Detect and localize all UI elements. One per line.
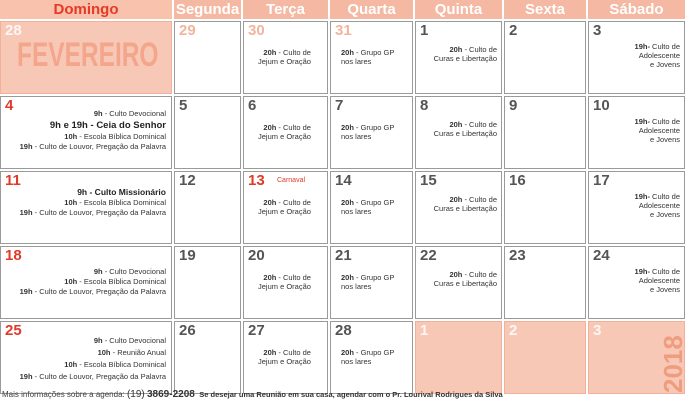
day-cell-2 — [504, 21, 586, 94]
day-cell-13 — [243, 171, 328, 244]
sunday-events: 9h - Culto Devocional 10h - Escola Bíblica Dominical 19h - Culto de Louvor, Pregação da Palavra — [19, 267, 166, 296]
day-cell-26 — [174, 321, 241, 394]
day-number: 29 — [179, 22, 196, 39]
footer-extra: Se desejar uma Reunião em sua casa, agendar com o Pr. Lourival Rodrigues da Silva — [199, 390, 503, 399]
day-number: 8 — [420, 97, 429, 114]
day-number: 28 — [335, 322, 352, 339]
weekday-header-tuesday: Terça — [243, 0, 328, 19]
footer-info — [2, 388, 673, 402]
day-number: 1 — [420, 22, 429, 39]
day-number: 23 — [509, 247, 526, 264]
day-cell-24 — [588, 246, 685, 319]
sunday-events: 9h - Culto Devocional 10h - Reunião Anual 10h - Escola Bíblica Dominical 19h - Culto de Louvor, Pregação da Palavra — [19, 336, 166, 381]
day-cell-23 — [504, 246, 586, 319]
day-cell-4 — [0, 96, 172, 169]
day-number: 9 — [509, 97, 518, 114]
day-number: 27 — [248, 322, 265, 339]
day-number: 4 — [5, 97, 14, 114]
day-number: 10 — [593, 97, 610, 114]
day-cell-21 — [330, 246, 413, 319]
day-cell-mar-3 — [588, 321, 688, 394]
day-cell-7 — [330, 96, 413, 169]
event-tuesday: 20h - Culto de Jejum e Oração — [258, 348, 311, 366]
weekday-header-monday: Segunda — [175, 1, 240, 18]
day-cell-jan-30 — [243, 21, 328, 94]
event-thursday: 20h - Culto de Curas e Libertação — [433, 120, 497, 138]
event-wednesday: 20h - Grupo GP nos lares — [341, 123, 395, 141]
day-number: 31 — [335, 22, 352, 39]
day-cell-8 — [415, 96, 502, 169]
day-number: 22 — [420, 247, 437, 264]
day-cell-25 — [0, 321, 172, 394]
holiday-label: Carnaval — [277, 177, 306, 184]
day-number: 17 — [593, 172, 610, 189]
day-cell-9 — [504, 96, 586, 169]
day-number: 2 — [509, 22, 518, 39]
month-title: FEVEREIRO — [17, 36, 159, 74]
day-number: 24 — [593, 247, 610, 264]
day-cell-6 — [243, 96, 328, 169]
day-number: 25 — [5, 322, 22, 339]
day-number: 14 — [335, 172, 352, 189]
day-cell-17 — [588, 171, 685, 244]
day-cell-14 — [330, 171, 413, 244]
day-number: 1 — [420, 322, 429, 339]
footer-phone-prefix: (19) — [126, 389, 145, 400]
day-number: 12 — [179, 172, 196, 189]
event-saturday: 19h- Culto de Adolescente e Jovens — [634, 192, 680, 219]
day-cell-27 — [243, 321, 328, 394]
day-cell-3 — [588, 21, 685, 94]
weekday-header-sunday: Domingo — [0, 0, 172, 19]
day-cell-10 — [588, 96, 685, 169]
event-wednesday: 20h - Grupo GP nos lares — [341, 198, 395, 216]
day-cell-11 — [0, 171, 172, 244]
day-number: 5 — [179, 97, 188, 114]
day-number: 18 — [5, 247, 22, 264]
day-number: 28 — [5, 22, 22, 39]
day-number: 3 — [593, 22, 602, 39]
event-thursday: 20h - Culto de Curas e Libertação — [433, 270, 497, 288]
day-cell-jan-29 — [174, 21, 241, 94]
day-cell-18 — [0, 246, 172, 319]
event-tuesday: 20h - Culto de Jejum e Oração — [258, 123, 311, 141]
day-cell-15 — [415, 171, 502, 244]
day-number: 2 — [509, 322, 518, 339]
day-number: 30 — [248, 22, 265, 39]
day-number: 21 — [335, 247, 352, 264]
day-cell-12 — [174, 171, 241, 244]
day-number: 16 — [509, 172, 526, 189]
day-cell-20 — [243, 246, 328, 319]
day-number: 15 — [420, 172, 437, 189]
day-number: 6 — [248, 97, 257, 114]
sunday-events: 9h - Culto Missionário 10h - Escola Bíblica Dominical 19h - Culto de Louvor, Pregação da Palavra — [19, 187, 166, 217]
day-cell-jan-31 — [330, 21, 413, 94]
footer-phone: 3869-2208 — [147, 389, 195, 400]
sunday-events: 9h - Culto Devocional 9h e 19h - Ceia do Senhor 10h - Escola Bíblica Dominical 19h - Culto de Louvor, Pregação da Palavra — [19, 109, 166, 151]
weekday-header-wednesday: Quarta — [330, 0, 413, 19]
event-tuesday: 20h - Culto de Jejum e Oração — [258, 48, 311, 66]
day-number: 7 — [335, 97, 344, 114]
day-number: 19 — [179, 247, 196, 264]
day-cell-jan-28 — [0, 21, 172, 94]
day-cell-1 — [415, 21, 502, 94]
event-wednesday: 20h - Grupo GP nos lares — [341, 348, 395, 366]
year-label: 2018 — [658, 335, 688, 393]
day-cell-19 — [174, 246, 241, 319]
footer-text: Mais informações sobre a agenda: — [2, 390, 125, 399]
event-thursday: 20h - Culto de Curas e Libertação — [433, 195, 497, 213]
day-cell-16 — [504, 171, 586, 244]
day-number: 13 — [248, 172, 265, 189]
weekday-header-saturday: Sábado — [588, 0, 685, 19]
weekday-header-friday: Sexta — [504, 0, 586, 19]
day-number: 20 — [248, 247, 265, 264]
day-cell-22 — [415, 246, 502, 319]
day-number: 11 — [5, 172, 21, 189]
day-cell-28 — [330, 321, 413, 394]
day-number: 3 — [593, 322, 602, 339]
weekday-header-thursday: Quinta — [415, 0, 502, 19]
event-saturday: 19h- Culto de Adolescente e Jovens — [634, 117, 680, 144]
day-cell-5 — [174, 96, 241, 169]
event-saturday: 19h- Culto de Adolescente e Jovens — [634, 267, 680, 294]
day-cell-mar-1 — [415, 321, 502, 394]
day-cell-mar-2 — [504, 321, 586, 394]
event-saturday: 19h- Culto de Adolescente e Jovens — [634, 42, 680, 69]
day-number: 26 — [179, 322, 196, 339]
event-wednesday: 20h - Grupo GP nos lares — [341, 48, 395, 66]
event-tuesday: 20h - Culto de Jejum e Oração — [258, 198, 311, 216]
event-wednesday: 20h - Grupo GP nos lares — [341, 273, 395, 291]
event-tuesday: 20h - Culto de Jejum e Oração — [258, 273, 311, 291]
event-thursday: 20h - Culto de Curas e Libertação — [433, 45, 497, 63]
